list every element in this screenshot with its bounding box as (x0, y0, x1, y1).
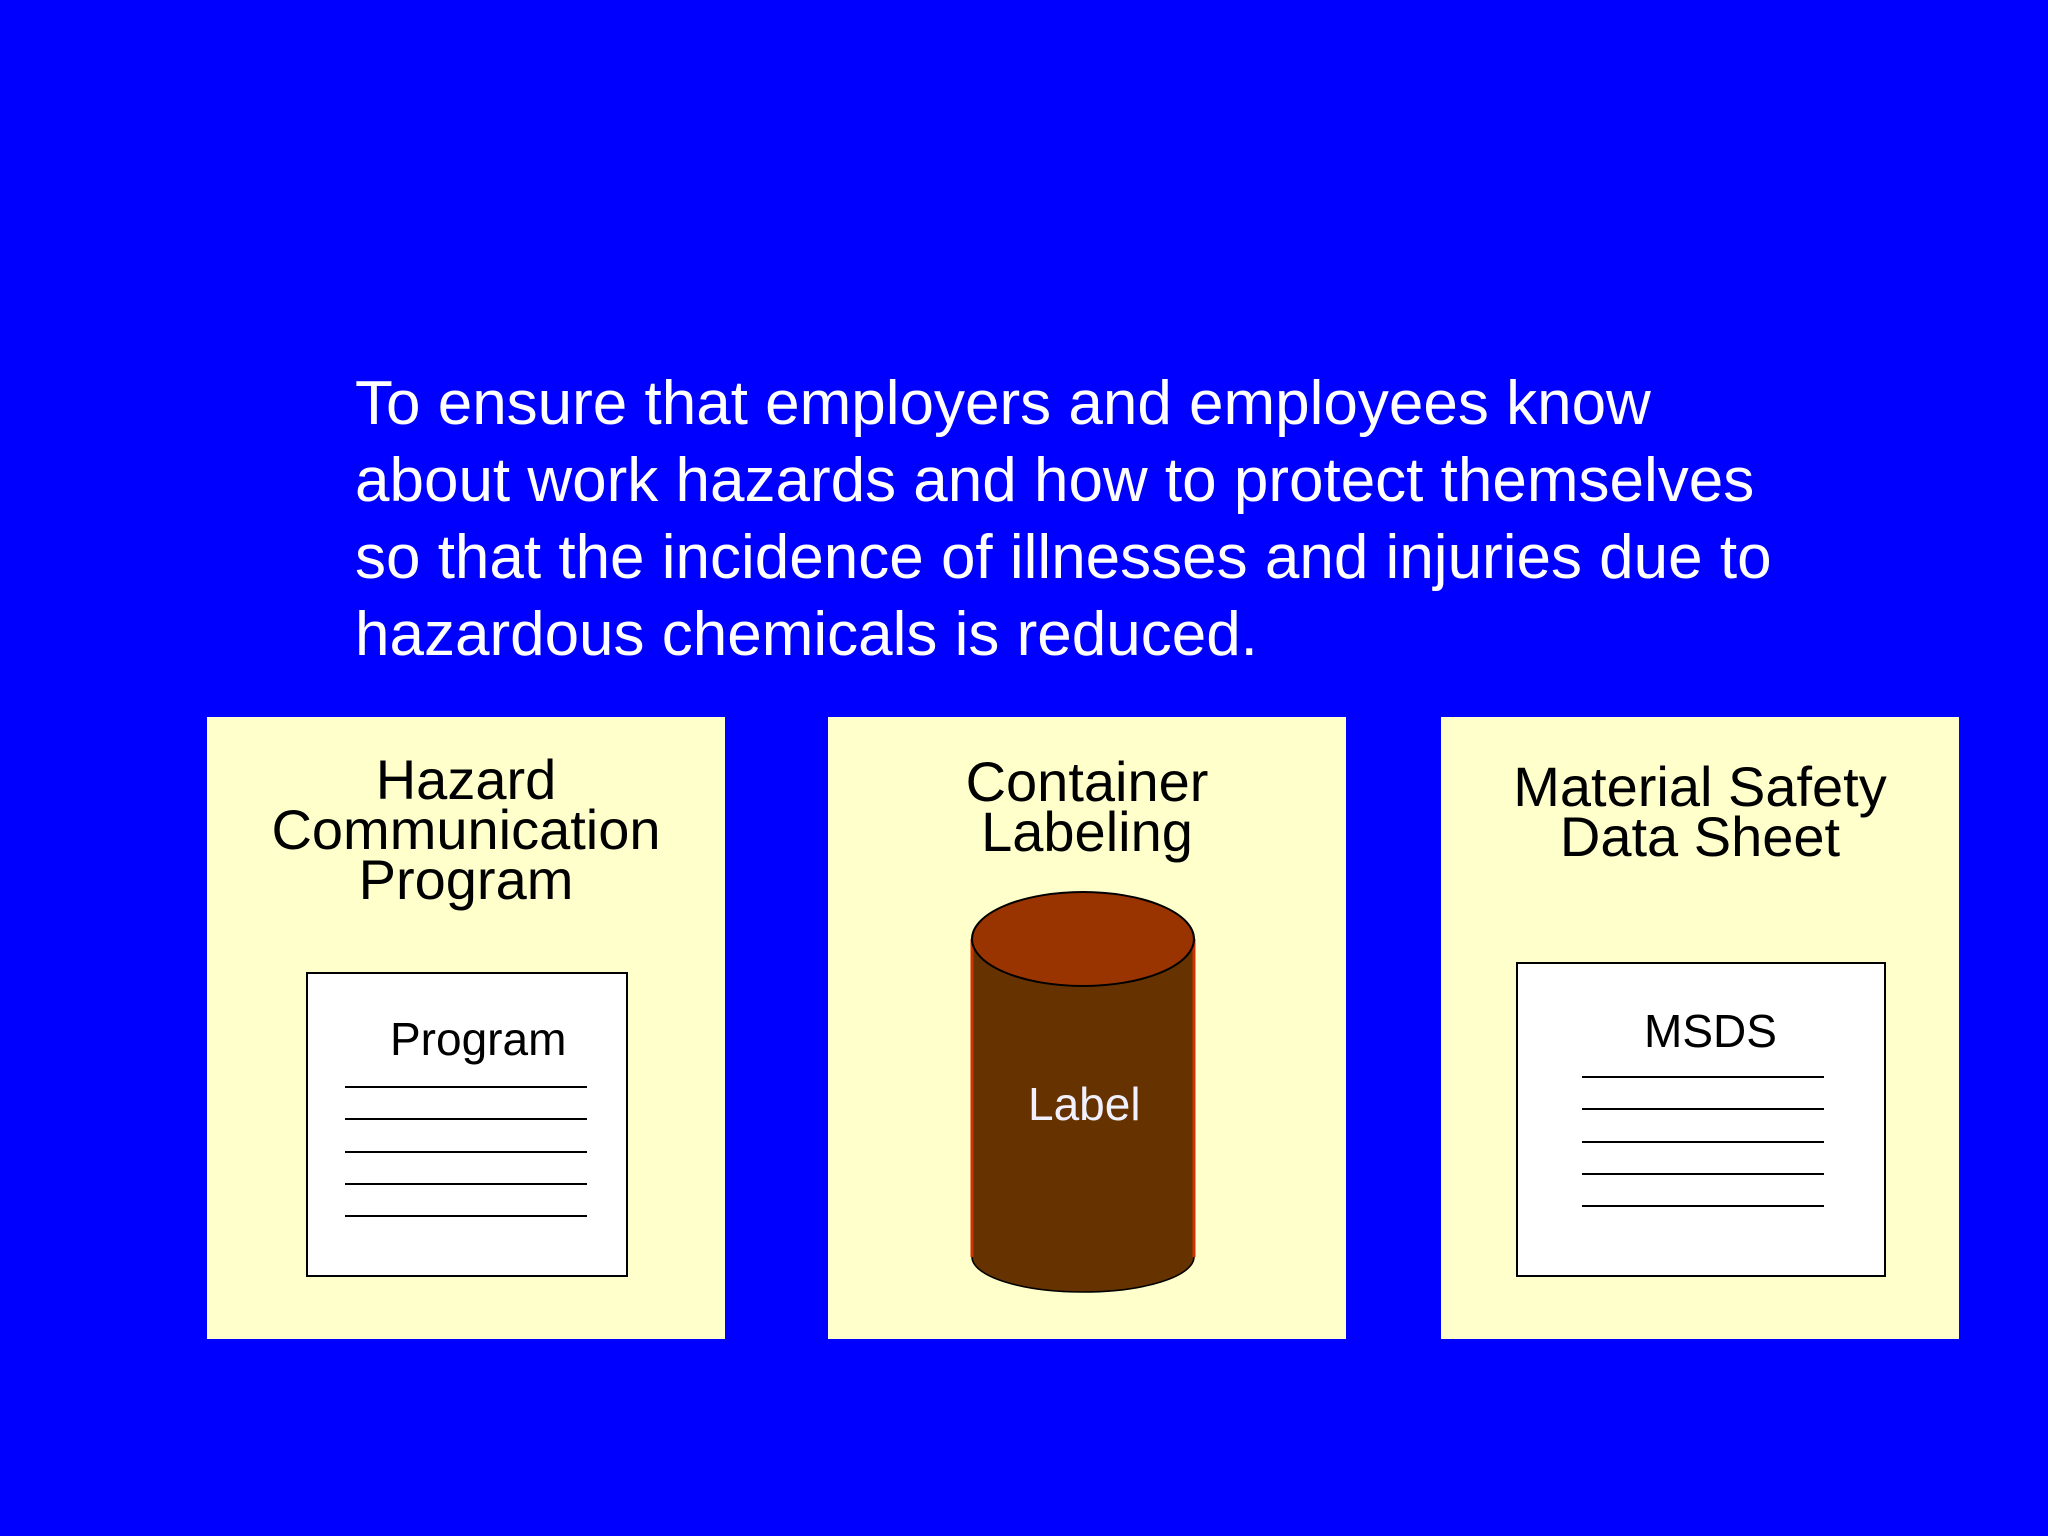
document-line (345, 1118, 587, 1120)
document-line (345, 1086, 587, 1088)
document-line (1582, 1076, 1824, 1078)
hazard-communication-program-title: Hazard Communication Program (271, 748, 661, 911)
drum-icon (828, 717, 1346, 1339)
document-line (345, 1215, 587, 1217)
material-safety-data-sheet-title: Material Safety Data Sheet (1513, 755, 1887, 868)
intro-text: To ensure that employers and employees know about work hazards and how to protect themselves so that the incidence of illnesses and injuries due to hazardous chemicals is reduced. (355, 369, 1772, 669)
msds-document-label: MSDS (1644, 1005, 1777, 1057)
document-line (345, 1151, 587, 1153)
document-line (1582, 1141, 1824, 1143)
document-line (1582, 1205, 1824, 1207)
container-label: Label (1028, 1078, 1141, 1130)
program-document-label: Program (390, 1013, 567, 1065)
msds-document-icon (1516, 962, 1886, 1277)
container-labeling-title: Container Labeling (965, 750, 1209, 863)
document-line (1582, 1173, 1824, 1175)
container-labeling-card (828, 717, 1346, 1339)
document-line (345, 1183, 587, 1185)
material-safety-data-sheet-card (1441, 717, 1959, 1339)
program-document-icon (306, 972, 628, 1277)
hazard-communication-program-card (207, 717, 725, 1339)
document-line (1582, 1108, 1824, 1110)
